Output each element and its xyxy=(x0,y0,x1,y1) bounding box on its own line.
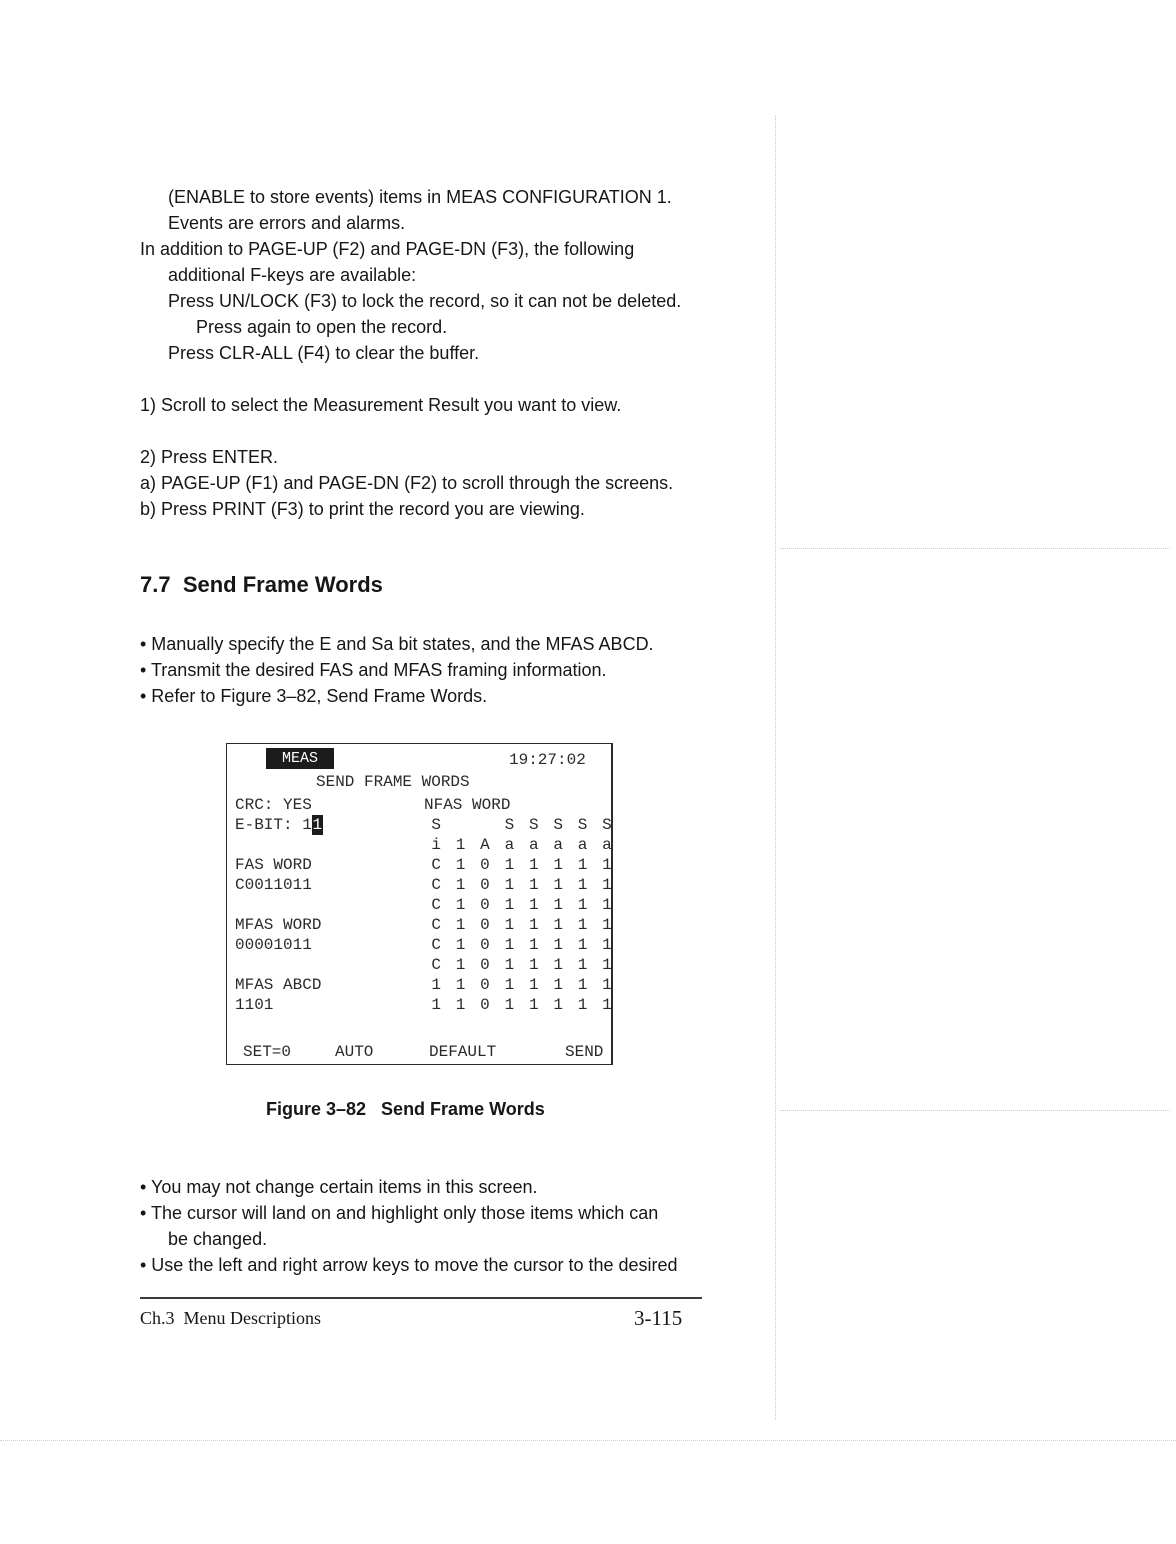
nfas-bit-cell: 1 xyxy=(577,856,588,874)
nfas-bit-cell: a xyxy=(602,836,612,854)
nfas-grid-row xyxy=(424,955,619,975)
fkey-set0[interactable]: SET=0 xyxy=(243,1043,292,1061)
mfas-word-label: MFAS WORD xyxy=(235,916,322,934)
nfas-bit-cell: C xyxy=(431,936,441,954)
nfas-bit-cell: 0 xyxy=(480,976,490,994)
step-line: a) PAGE-UP (F1) and PAGE-DN (F2) to scroll through the screens. xyxy=(140,473,674,493)
bullet-item: • Use the left and right arrow keys to move the cursor to the desired xyxy=(140,1255,678,1275)
figure-caption: Figure 3–82 Send Frame Words xyxy=(266,1099,545,1119)
nfas-bit-cell: A xyxy=(480,836,490,854)
nfas-bit-cell: a xyxy=(577,836,588,854)
nfas-grid-row xyxy=(424,835,619,855)
nfas-bit-cell: 1 xyxy=(602,916,612,934)
nfas-bit-cell: 1 xyxy=(455,956,466,974)
nfas-bit-cell: 1 xyxy=(504,976,515,994)
mfas-abcd-label: MFAS ABCD xyxy=(235,976,322,994)
nfas-bit-cell: 1 xyxy=(602,956,612,974)
nfas-bit-cell: 1 xyxy=(602,996,612,1014)
page-divider-line xyxy=(775,115,776,1420)
fkey-default[interactable]: DEFAULT xyxy=(429,1043,497,1061)
nfas-bit-cell: 1 xyxy=(528,916,539,934)
nfas-bit-cell: 0 xyxy=(480,876,490,894)
nfas-bit-cell: a xyxy=(504,836,515,854)
fkey-auto[interactable]: AUTO xyxy=(335,1043,374,1061)
nfas-bit-cell: 1 xyxy=(577,916,588,934)
nfas-grid-row xyxy=(424,975,619,995)
nfas-bit-cell: 1 xyxy=(602,856,612,874)
nfas-bit-cell: 1 xyxy=(602,896,612,914)
nfas-grid-row xyxy=(424,915,619,935)
ebit-field xyxy=(235,815,323,835)
nfas-bit-cell: 1 xyxy=(577,956,588,974)
nfas-bit-cell: a xyxy=(528,836,539,854)
nfas-bit-cell: S xyxy=(553,816,563,834)
nfas-bit-cell: 1 xyxy=(528,936,539,954)
nfas-bit-cell: 1 xyxy=(504,856,515,874)
lcd-screen xyxy=(226,743,613,1065)
nfas-word-label: NFAS WORD xyxy=(424,796,511,814)
nfas-bit-cell: 1 xyxy=(504,956,515,974)
nfas-bit-cell: 0 xyxy=(480,916,490,934)
footer-rule xyxy=(140,1297,702,1299)
ebit-label: E-BIT: 1 xyxy=(235,816,312,834)
nfas-bit-cell: 1 xyxy=(431,996,441,1014)
nfas-bit-grid xyxy=(424,815,619,1015)
nfas-bit-cell: 1 xyxy=(455,836,466,854)
nfas-bit-cell: 1 xyxy=(553,876,563,894)
bullet-item: • Transmit the desired FAS and MFAS framing information. xyxy=(140,660,607,680)
nfas-grid-row xyxy=(424,815,619,835)
nfas-bit-cell: 1 xyxy=(528,956,539,974)
nfas-bit-cell: 1 xyxy=(455,916,466,934)
step-line: 1) Scroll to select the Measurement Result you want to view. xyxy=(140,395,622,415)
bullet-item: • Refer to Figure 3–82, Send Frame Words. xyxy=(140,686,488,706)
nfas-bit-cell: 1 xyxy=(455,856,466,874)
fas-word-value[interactable]: C0011011 xyxy=(235,876,312,894)
section-number: 7.7 xyxy=(140,572,171,597)
nfas-bit-cell: S xyxy=(504,816,515,834)
nfas-bit-cell: 1 xyxy=(553,956,563,974)
nfas-bit-cell: C xyxy=(431,876,441,894)
nfas-grid-row xyxy=(424,935,619,955)
nfas-bit-cell: C xyxy=(431,916,441,934)
paragraph-line: Press CLR-ALL (F4) to clear the buffer. xyxy=(168,343,480,363)
crc-label: CRC: YES xyxy=(235,796,312,814)
nfas-grid-row xyxy=(424,995,619,1015)
paragraph-line: In addition to PAGE-UP (F2) and PAGE-DN (F3), the following xyxy=(140,239,635,259)
nfas-bit-cell: C xyxy=(431,896,441,914)
nfas-bit-cell: 1 xyxy=(577,996,588,1014)
nfas-bit-cell: i xyxy=(431,836,441,854)
nfas-bit-cell: 1 xyxy=(455,896,466,914)
nfas-bit-cell: 1 xyxy=(577,896,588,914)
screen-title: SEND FRAME WORDS xyxy=(316,773,470,791)
nfas-bit-cell: 1 xyxy=(553,936,563,954)
nfas-bit-cell: 1 xyxy=(455,876,466,894)
footer-chapter: Ch.3 Menu Descriptions xyxy=(140,1308,321,1328)
nfas-bit-cell xyxy=(448,815,472,835)
paragraph-line: additional F-keys are available: xyxy=(168,265,417,285)
nfas-bit-cell: C xyxy=(431,856,441,874)
ebit-cursor[interactable]: 1 xyxy=(312,816,323,834)
nfas-bit-cell: 1 xyxy=(528,876,539,894)
nfas-bit-cell: 1 xyxy=(553,996,563,1014)
nfas-bit-cell: 1 xyxy=(504,916,515,934)
nfas-grid-row xyxy=(424,875,619,895)
nfas-bit-cell: 1 xyxy=(577,876,588,894)
bullet-item: • You may not change certain items in this screen. xyxy=(140,1177,538,1197)
nfas-bit-cell: 0 xyxy=(480,856,490,874)
nfas-bit-cell: 1 xyxy=(602,936,612,954)
nfas-bit-cell: 1 xyxy=(455,996,466,1014)
nfas-bit-cell: 1 xyxy=(577,936,588,954)
clock-time: 19:27:02 xyxy=(509,751,586,769)
nfas-bit-cell: S xyxy=(577,816,588,834)
nfas-bit-cell: 1 xyxy=(528,896,539,914)
section-title: Send Frame Words xyxy=(182,572,383,597)
step-line: b) Press PRINT (F3) to print the record you are viewing. xyxy=(140,499,585,519)
nfas-bit-cell: 1 xyxy=(431,976,441,994)
nfas-bit-cell: 1 xyxy=(528,996,539,1014)
nfas-bit-cell: 1 xyxy=(528,856,539,874)
nfas-bit-cell: 0 xyxy=(480,896,490,914)
nfas-bit-cell xyxy=(473,815,497,835)
nfas-bit-cell: 1 xyxy=(504,996,515,1014)
nfas-bit-cell: 1 xyxy=(455,936,466,954)
paragraph-line: Events are errors and alarms. xyxy=(168,213,406,233)
bullet-item: • Manually specify the E and Sa bit states, and the MFAS ABCD. xyxy=(140,634,654,654)
section-heading xyxy=(140,572,383,598)
step-line: 2) Press ENTER. xyxy=(140,447,279,467)
bullet-item: • The cursor will land on and highlight only those items which can xyxy=(140,1203,659,1223)
nfas-bit-cell: 1 xyxy=(577,976,588,994)
dotted-divider xyxy=(780,548,1170,549)
page-number: 3-115 xyxy=(634,1306,683,1330)
nfas-bit-cell: 1 xyxy=(553,896,563,914)
fkey-bar xyxy=(227,1042,611,1062)
fas-word-label: FAS WORD xyxy=(235,856,312,874)
nfas-bit-cell: 0 xyxy=(480,996,490,1014)
paragraph-line: Press again to open the record. xyxy=(196,317,448,337)
nfas-bit-cell: 1 xyxy=(504,896,515,914)
nfas-bit-cell: C xyxy=(431,956,441,974)
dotted-divider xyxy=(780,1110,1170,1111)
nfas-bit-cell: 0 xyxy=(480,936,490,954)
nfas-bit-cell: a xyxy=(553,836,563,854)
nfas-bit-cell: S xyxy=(602,816,612,834)
fkey-send[interactable]: SEND xyxy=(565,1043,604,1061)
nfas-grid-row xyxy=(424,895,619,915)
nfas-bit-cell: 1 xyxy=(504,876,515,894)
paragraph-line: Press UN/LOCK (F3) to lock the record, so it can not be deleted. xyxy=(168,291,682,311)
bullet-item: be changed. xyxy=(168,1229,268,1249)
nfas-bit-cell: 1 xyxy=(528,976,539,994)
nfas-bit-cell: 1 xyxy=(553,856,563,874)
nfas-bit-cell: 0 xyxy=(480,956,490,974)
nfas-bit-cell: 1 xyxy=(602,976,612,994)
dotted-divider xyxy=(0,1440,1176,1441)
nfas-bit-cell: 1 xyxy=(455,976,466,994)
nfas-bit-cell: 1 xyxy=(553,976,563,994)
nfas-bit-cell: S xyxy=(431,816,441,834)
mfas-abcd-value[interactable]: 1101 xyxy=(235,996,274,1014)
paragraph-line: (ENABLE to store events) items in MEAS CONFIGURATION 1. xyxy=(168,187,672,207)
nfas-bit-cell: 1 xyxy=(602,876,612,894)
nfas-bit-cell: S xyxy=(528,816,539,834)
meas-badge: MEAS xyxy=(266,748,334,769)
nfas-bit-cell: 1 xyxy=(504,936,515,954)
nfas-grid-row xyxy=(424,855,619,875)
mfas-word-value[interactable]: 00001011 xyxy=(235,936,312,954)
nfas-bit-cell: 1 xyxy=(553,916,563,934)
